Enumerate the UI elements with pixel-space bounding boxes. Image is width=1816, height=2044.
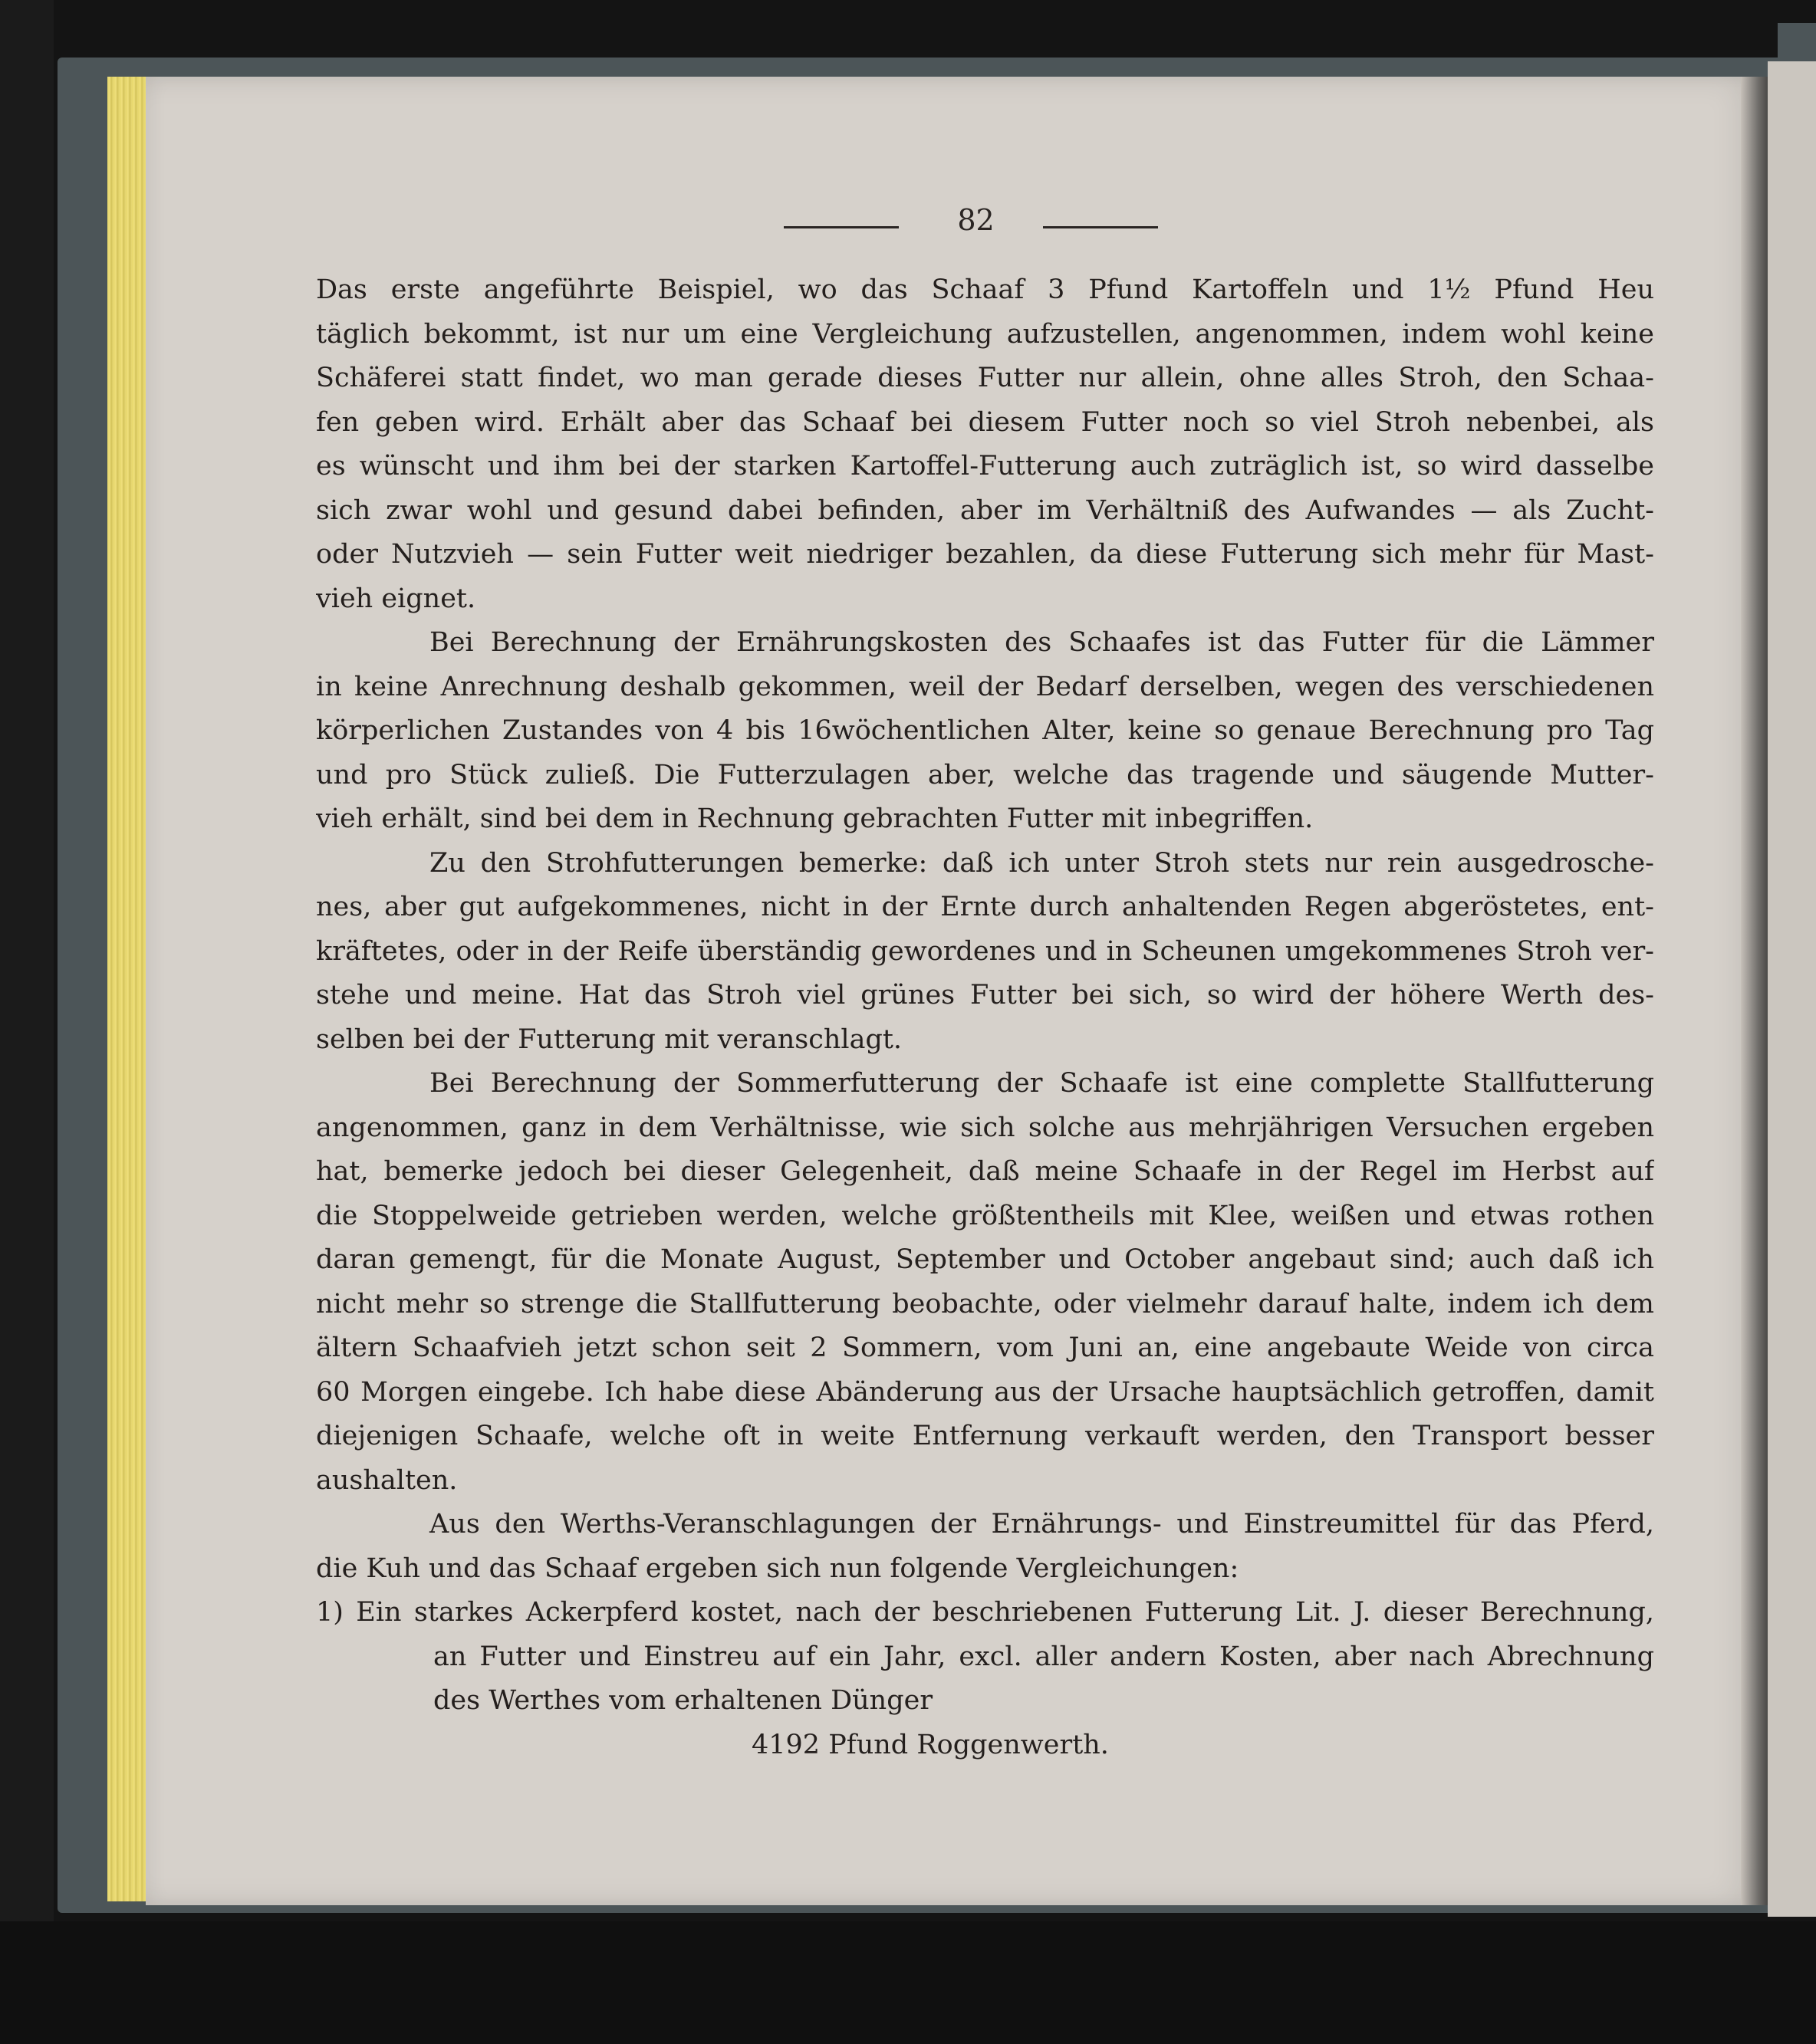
text-line: sich zwar wohl und gesund dabei befinden, aber im Verhältniß des Aufwandes — als Zucht-	[316, 495, 1654, 526]
text-line: es wünscht und ihm bei der starken Kartoffel-Futterung auch zuträglich ist, so wird dasselbe	[316, 451, 1654, 481]
text-line: nes, aber gut aufgekommenes, nicht in der Ernte durch anhaltenden Regen abgeröstetes, ent-	[316, 892, 1654, 922]
page-header	[0, 203, 1816, 249]
text-line: vieh eignet.	[316, 583, 476, 614]
text-line: daran gemengt, für die Monate August, September und October angebaut sind; auch daß ich	[316, 1244, 1654, 1275]
text-line: Aus den Werths-Veranschlagungen der Ernährungs- und Einstreumittel für das Pferd,	[429, 1509, 1654, 1540]
text-line: körperlichen Zustandes von 4 bis 16wöchentlichen Alter, keine so genaue Berechnung pro Tag	[316, 715, 1654, 746]
page-number: 82	[957, 203, 995, 237]
text-line: stehe und meine. Hat das Stroh viel grünes Futter bei sich, so wird der höhere Werth des-	[316, 980, 1654, 1010]
list-item-total: 4192 Pfund Roggenwerth.	[752, 1729, 1109, 1760]
text-line: fen geben wird. Erhält aber das Schaaf bei diesem Futter noch so viel Stroh nebenbei, als	[316, 406, 1654, 438]
text-line: aushalten.	[316, 1464, 458, 1496]
text-line: und pro Stück zuließ. Die Futterzulagen aber, welche das tragende und säugende Mutter-	[316, 759, 1654, 790]
text-line: Bei Berechnung der Sommerfutterung der Schaafe ist eine complette Stallfutterung	[429, 1068, 1654, 1099]
header-rule-right	[1043, 226, 1158, 228]
text-line: Das erste angeführte Beispiel, wo das Schaaf 3 Pfund Kartoffeln und 1½ Pfund Heu	[316, 274, 1654, 305]
text-line: nicht mehr so strenge die Stallfutterung beobachte, oder vielmehr darauf halte, indem ich dem	[316, 1288, 1654, 1319]
text-line: vieh erhält, sind bei dem in Rechnung gebrachten Futter mit inbegriffen.	[316, 803, 1314, 834]
text-line: Schäferei statt findet, wo man gerade dieses Futter nur allein, ohne alles Stroh, den Schaa-	[316, 363, 1654, 393]
list-item-line: an Futter und Einstreu auf ein Jahr, excl. aller andern Kosten, aber nach Abrechnung	[433, 1641, 1654, 1672]
text-line: Bei Berechnung der Ernährungskosten des Schaafes ist das Futter für die Lämmer	[429, 627, 1654, 658]
text-line: angenommen, ganz in dem Verhältnisse, wie sich solche aus mehrjährigen Versuchen ergeben	[316, 1112, 1654, 1143]
text-line: ältern Schaafvieh jetzt schon seit 2 Sommern, vom Juni an, eine angebaute Weide von circa	[316, 1333, 1654, 1363]
list-item-line: 1) Ein starkes Ackerpferd kostet, nach der beschriebenen Futterung Lit. J. dieser Berechnung,	[316, 1597, 1654, 1628]
text-line: diejenigen Schaafe, welche oft in weite Entfernung verkauft werden, den Transport besser	[316, 1421, 1654, 1451]
facing-page-edge	[1768, 61, 1816, 1917]
body-text	[316, 268, 1654, 1767]
page-gutter	[1741, 77, 1772, 1905]
text-line: die Kuh und das Schaaf ergeben sich nun folgende Vergleichungen:	[316, 1553, 1239, 1584]
background-bottom	[0, 1921, 1816, 2044]
text-line: täglich bekommt, ist nur um eine Vergleichung aufzustellen, angenommen, indem wohl keine	[316, 318, 1654, 350]
header-rule-left	[784, 226, 899, 228]
text-line: kräftetes, oder in der Reife überständig gewordenes und in Scheunen umgekommenes Stroh ver-	[316, 935, 1654, 967]
text-line: die Stoppelweide getrieben werden, welche größtentheils mit Klee, weißen und etwas rothen	[316, 1200, 1654, 1231]
text-line: Zu den Strohfutterungen bemerke: daß ich unter Stroh stets nur rein ausgedrosche-	[429, 847, 1654, 879]
text-line: hat, bemerke jedoch bei dieser Gelegenheit, daß meine Schaafe in der Regel im Herbst auf	[316, 1156, 1654, 1187]
text-line: oder Nutzvieh — sein Futter weit niedriger bezahlen, da diese Futterung sich mehr für Mast-	[316, 539, 1654, 570]
text-line: 60 Morgen eingebe. Ich habe diese Abänderung aus der Ursache hauptsächlich getroffen, damit	[316, 1376, 1654, 1408]
page-edges	[107, 77, 150, 1901]
text-line: in keine Anrechnung deshalb gekommen, weil der Bedarf derselben, wegen des verschiedenen	[316, 671, 1654, 702]
list-item-line: des Werthes vom erhaltenen Dünger	[433, 1685, 933, 1716]
text-line: selben bei der Futterung mit veranschlagt.	[316, 1024, 903, 1055]
background-left	[0, 0, 54, 2044]
